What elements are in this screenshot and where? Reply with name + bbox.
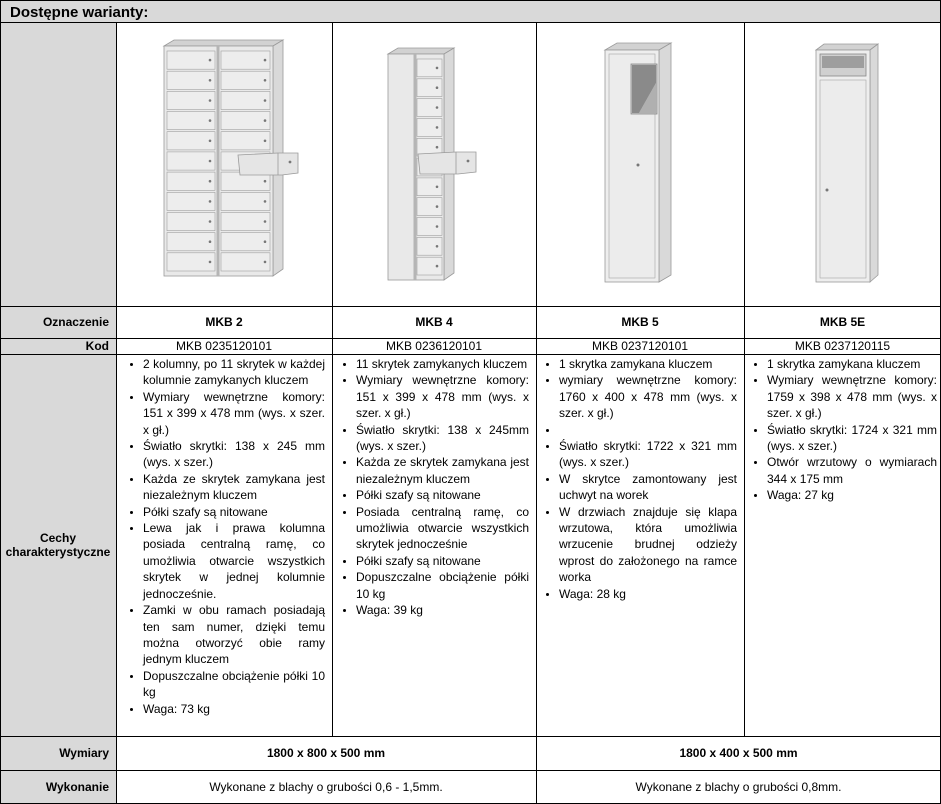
features-label-line2: charakterystyczne <box>5 545 111 559</box>
variant-code-mkb5e: MKB 0237120115 <box>794 339 891 353</box>
locker-image-mkb2 <box>140 36 315 294</box>
feature-item: • 2 kolumny, po 11 skrytek w każdej kolumnie zamykanych kluczem <box>143 356 325 389</box>
feature-item: • Wymiary wewnętrzne komory: 151 x 399 x 478 mm (wys. x szer. x gł.) <box>143 389 325 438</box>
feature-list-mkb2 <box>124 356 325 717</box>
variant-name-mkb5e: MKB 5E <box>819 315 866 329</box>
features-cell-mkb4 <box>337 356 529 619</box>
dimensions-value-right: 1800 x 400 x 500 mm <box>679 746 798 760</box>
feature-item: • Wymiary wewnętrzne komory: 1759 x 398 x 478 mm (wys. x szer. x gł.) <box>767 372 937 421</box>
feature-item: • Każda ze skrytek zamykana jest niezależnym kluczem <box>356 454 529 487</box>
feature-item: • Waga: 28 kg <box>559 586 737 602</box>
code-label: Kod <box>85 339 109 353</box>
grid-line <box>116 22 117 804</box>
feature-item: • Światło skrytki: 138 x 245mm (wys. x szer.) <box>356 422 529 455</box>
locker-image-mkb5e <box>808 40 883 290</box>
feature-item: • Światło skrytki: 1722 x 321 mm (wys. x szer.) <box>559 438 737 471</box>
grid-line <box>0 338 941 339</box>
feature-item: • W skrytce zamontowany jest uchwyt na worek <box>559 471 737 504</box>
feature-item <box>559 422 737 438</box>
feature-item: • Światło skrytki: 1724 x 321 mm (wys. x szer.) <box>767 422 937 455</box>
dimensions-label-cell <box>0 736 116 770</box>
page-title: Dostępne warianty: <box>10 4 149 21</box>
variant-code-mkb4: MKB 0236120101 <box>385 339 483 353</box>
grid-line <box>744 22 745 736</box>
grid-line <box>536 22 537 804</box>
execution-value-left: Wykonane z blachy o grubości 0,6 - 1,5mm. <box>209 780 443 794</box>
feature-item: • Dopuszczalne obciążenie półki 10 kg <box>143 668 325 701</box>
feature-item: • Każda ze skrytek zamykana jest niezależnym kluczem <box>143 471 325 504</box>
feature-list-mkb5 <box>540 356 737 602</box>
feature-item: • 11 skrytek zamykanych kluczem <box>356 356 529 372</box>
dimensions-label: Wymiary <box>59 746 109 760</box>
feature-item: • Otwór wrzutowy o wymiarach 344 x 175 mm <box>767 454 937 487</box>
features-cell-mkb2 <box>124 356 325 717</box>
execution-value-right: Wykonane z blachy o grubości 0,8mm. <box>635 780 842 794</box>
feature-item: • Światło skrytki: 138 x 245 mm (wys. x szer.) <box>143 438 325 471</box>
variant-name-mkb4: MKB 4 <box>415 315 453 329</box>
features-label-cell <box>0 354 116 736</box>
execution-label: Wykonanie <box>45 780 109 794</box>
image-label-cell <box>0 23 116 306</box>
variant-name-mkb5: MKB 5 <box>621 315 659 329</box>
feature-item: • Półki szafy są nitowane <box>143 504 325 520</box>
grid-line <box>332 22 333 736</box>
feature-item: • Dopuszczalne obciążenie półki 10 kg <box>356 569 529 602</box>
feature-item: • Zamki w obu ramach posiadają ten sam numer, dzięki temu można otworzyć obie ramy jednym kluczem <box>143 602 325 668</box>
feature-item: • Waga: 27 kg <box>767 487 937 503</box>
grid-line <box>0 306 941 307</box>
features-label-line1: Cechy <box>39 531 76 545</box>
feature-item: • Półki szafy są nitowane <box>356 553 529 569</box>
designation-label: Oznaczenie <box>42 315 109 329</box>
variant-code-mkb2: MKB 0235120101 <box>175 339 273 353</box>
feature-list-mkb4 <box>337 356 529 619</box>
locker-image-mkb5 <box>595 40 685 290</box>
feature-item: • 1 skrytka zamykana kluczem <box>559 356 737 372</box>
feature-item: • W drzwiach znajduje się klapa wrzutowa, która umożliwia wrzucenie brudnej odzieży wprost do założonego na ramce worka <box>559 504 737 586</box>
execution-label-cell <box>0 770 116 804</box>
grid-line <box>0 0 1 804</box>
designation-label-cell <box>0 306 116 338</box>
feature-item: • Waga: 73 kg <box>143 701 325 717</box>
feature-item: • wymiary wewnętrzne komory: 1760 x 400 x 478 mm (wys. x szer. x gł.) <box>559 372 737 421</box>
grid-line <box>0 770 941 771</box>
feature-item: • Półki szafy są nitowane <box>356 487 529 503</box>
grid-line <box>0 736 941 737</box>
feature-item: • 1 skrytka zamykana kluczem <box>767 356 937 372</box>
features-cell-mkb5e <box>748 356 937 504</box>
grid-line <box>0 0 941 1</box>
feature-item: • Wymiary wewnętrzne komory: 151 x 399 x 478 mm (wys. x szer. x gł.) <box>356 372 529 421</box>
variant-code-mkb5: MKB 0237120101 <box>591 339 689 353</box>
variant-name-mkb2: MKB 2 <box>205 315 243 329</box>
feature-list-mkb5e <box>748 356 937 504</box>
feature-item: • Posiada centralną ramę, co umożliwia otwarcie wszystkich skrytek jednocześnie <box>356 504 529 553</box>
feature-item: • Lewa jak i prawa kolumna posiada centralną ramę, co umożliwia otwarcie wszystkich skrytek w jednej kolumnie jednocześnie. <box>143 520 325 602</box>
code-label-cell <box>0 338 116 354</box>
grid-line <box>0 354 941 355</box>
grid-line <box>0 22 941 23</box>
feature-item: • Waga: 39 kg <box>356 602 529 618</box>
features-cell-mkb5 <box>540 356 737 602</box>
dimensions-value-left: 1800 x 800 x 500 mm <box>266 746 386 760</box>
locker-image-mkb4 <box>384 40 480 290</box>
